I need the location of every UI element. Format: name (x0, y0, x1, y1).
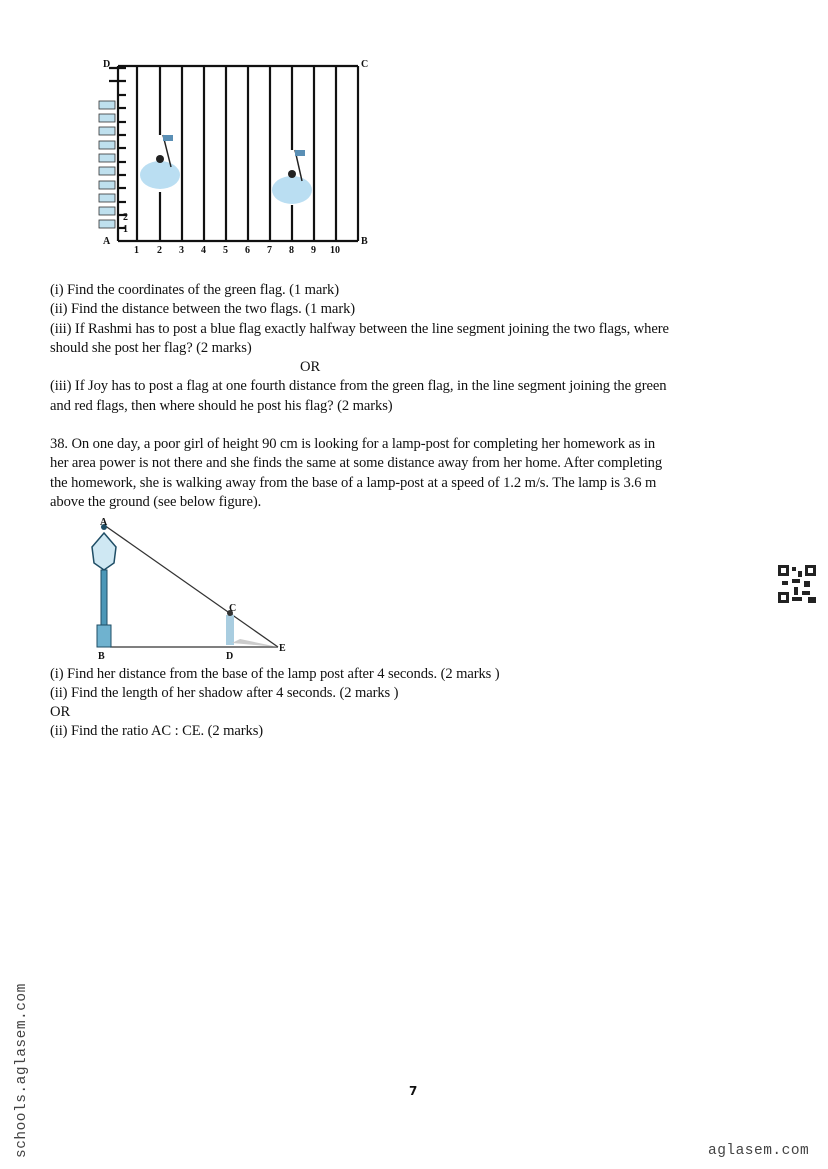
q38-alt-ii: (ii) Find the ratio AC : CE. (2 marks) (50, 723, 264, 739)
corner-label-a: A (103, 236, 111, 247)
x-tick: 9 (311, 245, 316, 256)
q37-alt-iii-cont: and red flags, then where should he post his flag? (2 marks) (50, 398, 393, 414)
q38-text: the homework, she is walking away from the base of a lamp-post at a speed of 1.2 m/s. The lamp is 3.6 m (50, 475, 657, 491)
person-green-flag (140, 135, 180, 189)
lamp-post-figure (60, 515, 300, 660)
corner-label-c: C (361, 59, 369, 70)
corner-label-d: D (103, 59, 111, 70)
x-tick: 8 (289, 245, 294, 256)
q38-text: her area power is not there and she finds the same at some distance away from her home. After completing (50, 455, 663, 471)
q38-text: above the ground (see below figure). (50, 494, 262, 510)
x-tick: 4 (201, 245, 206, 256)
lamp-post (92, 524, 116, 647)
point-b-label: B (98, 651, 105, 660)
q37-alt-iii: (iii) If Joy has to post a flag at one fourth distance from the green flag, in the line segment joining the green (50, 378, 667, 394)
watermark-left: schools.aglasem.com (14, 983, 30, 1158)
x-tick: 10 (330, 245, 340, 256)
q37-part-iii-cont: should she post her flag? (2 marks) (50, 340, 252, 356)
flower-pots (99, 101, 115, 228)
x-tick: 2 (157, 245, 162, 256)
x-tick: 6 (245, 245, 250, 256)
q38-part-ii: (ii) Find the length of her shadow after 4 seconds. (2 marks ) (50, 685, 399, 701)
x-tick: 1 (134, 245, 139, 256)
flag-grid-figure (95, 55, 395, 260)
x-tick: 5 (223, 245, 228, 256)
q37-or: OR (300, 359, 321, 375)
page-number: 7 (409, 1084, 418, 1098)
y-tick-2: 2 (123, 212, 128, 223)
q38-text: 38. On one day, a poor girl of height 90 cm is looking for a lamp-post for completing her homework as in (50, 436, 656, 452)
point-a-label: A (100, 517, 108, 528)
watermark-right: aglasem.com (708, 1143, 810, 1159)
x-tick: 7 (267, 245, 272, 256)
q37-part-i: (i) Find the coordinates of the green flag. (1 mark) (50, 282, 340, 298)
q37-part-iii: (iii) If Rashmi has to post a blue flag exactly halfway between the line segment joining the two flags, where (50, 321, 669, 337)
point-d-label: D (226, 651, 234, 660)
y-tick-1: 1 (123, 224, 128, 235)
point-c-label: C (229, 603, 237, 614)
point-e-label: E (279, 643, 286, 654)
qr-code-icon (778, 565, 816, 603)
x-tick: 3 (179, 245, 184, 256)
q38-part-i: (i) Find her distance from the base of the lamp post after 4 seconds. (2 marks ) (50, 666, 500, 682)
q38-or: OR (50, 704, 71, 720)
q37-part-ii: (ii) Find the distance between the two flags. (1 mark) (50, 301, 356, 317)
corner-label-b: B (361, 236, 368, 247)
person-red-flag (272, 150, 312, 204)
